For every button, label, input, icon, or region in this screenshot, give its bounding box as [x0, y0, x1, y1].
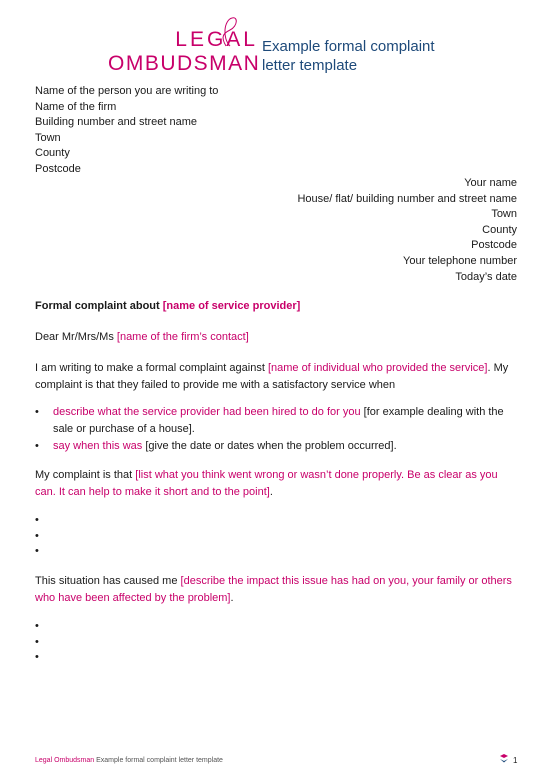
list-item: • — [35, 620, 39, 632]
legal-ombudsman-logo — [108, 16, 261, 78]
empty-bullet-list-1 — [35, 513, 39, 560]
list-item — [35, 404, 517, 438]
list-item: • — [35, 545, 39, 557]
recipient-address — [35, 84, 218, 178]
para2-placeholder: [list what you think went wrong or wasn’t done properly. Be as clear as you can. It can help to make it short and to the point] — [35, 469, 498, 498]
list-item — [35, 438, 517, 455]
sender-street-line: House/ flat/ building number and street name — [297, 192, 517, 205]
list-item: • — [35, 529, 39, 542]
para3-placeholder: [describe the impact this issue has had on you, your family or others who have been affected by the problem] — [35, 575, 512, 604]
bullet2-placeholder: say when this was — [53, 440, 143, 452]
logo-mark-icon — [499, 753, 509, 763]
list-item: • — [35, 651, 39, 663]
bullet-icon: • — [35, 440, 39, 452]
list-item: • — [35, 635, 39, 648]
subject-line — [35, 298, 517, 315]
subject-prefix: Formal complaint about — [35, 300, 163, 312]
page-number: 1 — [513, 756, 518, 765]
subject-placeholder: [name of service provider] — [162, 300, 301, 312]
service-details-list — [35, 404, 517, 455]
bullet1-text: [for example dealing with the sale or purchase of a house]. — [53, 406, 504, 435]
para2-text2: . — [269, 486, 273, 498]
complaint-intro-paragraph — [35, 360, 517, 394]
impact-paragraph — [35, 573, 517, 607]
para1-text1: I am writing to make a formal complaint against — [35, 362, 268, 374]
salutation-prefix: Dear Mr/Mrs/Ms — [35, 331, 117, 343]
document-title-line2: letter template — [262, 57, 358, 74]
bullet1-placeholder: describe what the service provider had been hired to do for you — [53, 406, 361, 418]
list-item: • — [35, 514, 39, 526]
para3-text2: . — [230, 592, 234, 604]
page-footer — [35, 757, 223, 764]
sender-town-line: Town — [491, 208, 517, 221]
complaint-details-paragraph — [35, 467, 517, 501]
document-title-line1: Example formal complaint — [262, 38, 435, 55]
para3-text1: This situation has caused me — [35, 575, 181, 587]
footer-org: Legal Ombudsman — [35, 757, 95, 764]
bullet2-text: [give the date or dates when the problem occurred]. — [142, 440, 397, 452]
document-title — [262, 37, 435, 75]
salutation-placeholder: [name of the firm’s contact] — [116, 331, 249, 343]
footer-doc-title: Example formal complaint letter template — [94, 757, 223, 764]
sender-name-line: Your name — [464, 177, 517, 189]
empty-bullet-list-2 — [35, 619, 39, 666]
recipient-name-line: Name of the person you are writing to — [35, 85, 219, 97]
recipient-firm-line: Name of the firm — [35, 100, 117, 113]
recipient-town-line: Town — [35, 131, 61, 144]
sender-date-line: Today’s date — [455, 270, 517, 283]
recipient-postcode-line: Postcode — [35, 162, 81, 175]
logo-word-ombudsman: OMBUDSMAN — [108, 52, 261, 75]
bullet-icon: • — [35, 406, 39, 418]
logo-word-legal: LEGAL — [175, 28, 258, 51]
sender-county-line: County — [482, 223, 517, 236]
sender-phone-line: Your telephone number — [403, 254, 517, 267]
para2-text1: My complaint is that — [35, 469, 136, 481]
recipient-street-line: Building number and street name — [35, 116, 198, 129]
para1-placeholder: [name of individual who provided the service] — [267, 362, 488, 374]
sender-postcode-line: Postcode — [471, 239, 517, 252]
recipient-county-line: County — [35, 147, 70, 160]
para1-text2: . My complaint is that they failed to provide me with a satisfactory service when — [35, 362, 509, 391]
salutation — [35, 329, 517, 346]
sender-address — [297, 176, 517, 285]
